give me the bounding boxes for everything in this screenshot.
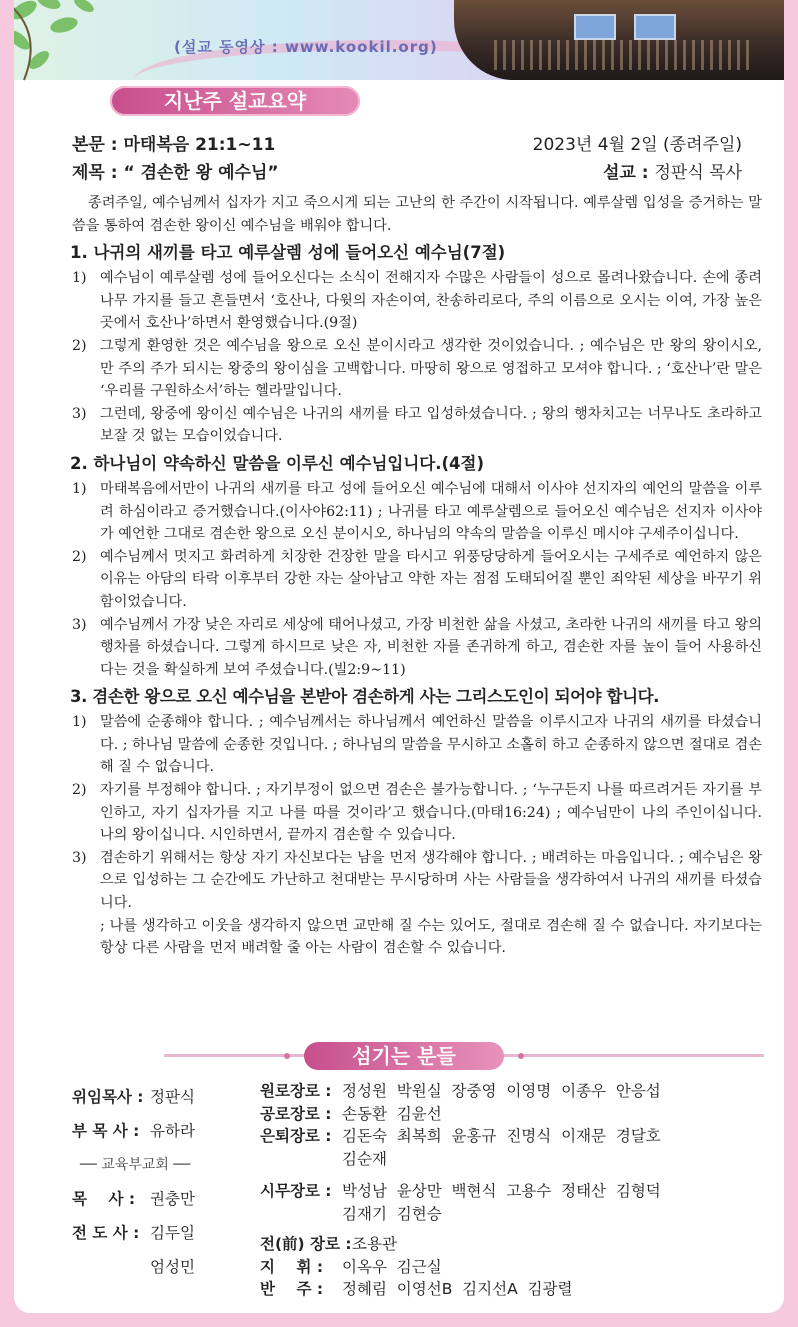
scripture-reference: 본문 : 마태복음 21:1∼11 — [72, 135, 276, 155]
elder-names: 조용관 — [352, 1235, 397, 1253]
item-number: 3) — [72, 616, 87, 633]
sermon-date: 2023년 4월 2일 (종려주일) — [532, 135, 742, 155]
item-text: 그렇게 환영한 것은 예수님을 왕으로 오신 분이시라고 생각한 것이었습니다. ; 예수님은 만 왕의 왕이시오, 만 주의 주가 되시는 왕중의 왕이심을 고백합니다. 마땅히 왕으로 영접하고 모셔야 합니다. ; ‘호산나’란 말은 ‘우리를 구원하소서’하는 헬라말입니다. — [100, 337, 762, 400]
item-text: 예수님이 예루살렘 성에 들어오신다는 소식이 전해지자 수많은 사람들이 성으로 몰려나왔습니다. 손에 종려나무 가지를 들고 흔들면서 ‘호산나, 다윗의 자손이여, 찬송하리로다, 주의 이름으로 오시는 이여, 가장 높은 곳에서 호산나’하면서 환영했습니다.(9절) — [100, 270, 762, 332]
staff-row — [72, 1216, 195, 1250]
worship-photo — [454, 0, 784, 80]
item-number: 3) — [72, 849, 87, 866]
list-item — [72, 403, 762, 448]
staff-row — [72, 1182, 195, 1216]
staff-role: 전 도 사 : — [72, 1224, 140, 1242]
elder-names: 김재기 김현승 — [342, 1204, 442, 1223]
elder-role — [260, 1203, 342, 1226]
staff-name: 유하라 — [150, 1122, 195, 1140]
section-title-badge: 지난주 설교요약 — [110, 86, 360, 116]
item-number: 2) — [72, 782, 87, 799]
preacher-label: 설교 : — [603, 163, 655, 183]
screen-right — [634, 14, 676, 40]
elder-names: 김순재 — [342, 1149, 387, 1168]
pastoral-staff-list — [72, 1080, 195, 1284]
item-text: 마태복음에서만이 나귀의 새끼를 타고 성에 들어오신 예수님에 대해서 이사야 선지자의 예언의 말씀을 이루려 하심이라고 증거했습니다.(이사야62:11) ; 나귀를 타고 예루살렘으로 들어오신 예수님은 선지자 이사야가 예언한 그대로 겸손한 왕으로 오신 분이시오, 하나님의 약속의 말씀을 이루신 메시야 구세주이십니다. — [100, 480, 762, 543]
elder-names: 정혜림 이영선B 김지선A 김광렬 — [342, 1280, 573, 1298]
staff-name: 권충만 — [150, 1190, 195, 1208]
item-number: 1) — [72, 480, 87, 497]
section-heading-2: 2. 하나님이 약속하신 말씀을 이루신 예수님입니다.(4절) — [70, 453, 485, 473]
servants-banner — [14, 1042, 784, 1070]
congregation-lights — [494, 40, 754, 70]
intro-paragraph: 종려주일, 예수님께서 십자가 지고 죽으시게 되는 고난의 한 주간이 시작됩니다. 예루살렘 입성을 증거하는 말씀을 통하여 겸손한 왕이신 예수님을 배워야 합니다. — [72, 195, 762, 234]
elder-role: 공로장로 : — [260, 1104, 332, 1123]
elder-names: 박성남 윤상만 백현식 고용수 정태산 김형덕 — [342, 1182, 661, 1200]
sermon-summary — [72, 192, 762, 960]
elders-row — [260, 1278, 752, 1301]
screen-left — [574, 14, 616, 40]
item-number: 2) — [72, 337, 87, 354]
item-number: 1) — [72, 714, 87, 731]
item-text: 말씀에 순종해야 합니다. ; 예수님께서는 하나님께서 예언하신 말씀을 이루시고자 나귀의 새끼를 타셨습니다. ; 하나님 말씀에 순종한 것입니다. ; 하나님의 말씀을 무시하고 소홀히 하고 순종하지 않으면 절대로 겸손해 질 수 없습니다. — [100, 714, 762, 776]
staff-role: 목 사 : — [72, 1190, 136, 1208]
elder-names: 김돈숙 최복희 윤홍규 진명식 이재문 경달호 — [342, 1127, 661, 1145]
bulletin-page — [14, 0, 784, 1313]
list-item — [72, 546, 762, 614]
leaves-decoration — [14, 0, 124, 90]
elders-row — [260, 1148, 752, 1171]
servants-title: 섬기는 분들 — [304, 1042, 504, 1070]
sermon-video-link[interactable]: (설교 동영상 : www.kookil.org) — [174, 38, 438, 56]
banner-dot — [284, 1053, 290, 1059]
staff-name: 엄성민 — [150, 1258, 195, 1276]
list-item — [72, 711, 762, 779]
section-heading-1: 1. 나귀의 새끼를 타고 예루살렘 성에 들어오신 예수님(7절) — [70, 243, 506, 263]
elders-row — [260, 1103, 752, 1126]
staff-role: 위임목사 : — [72, 1088, 144, 1106]
staff-row — [72, 1250, 195, 1284]
list-item — [72, 335, 762, 403]
elders-row — [260, 1256, 752, 1279]
elder-role: 전(前) 장로 : — [260, 1235, 352, 1253]
banner-dot — [518, 1053, 524, 1059]
elder-role: 시무장로 : — [260, 1182, 332, 1200]
staff-row — [72, 1080, 195, 1114]
elder-names: 정성원 박원실 장중영 이영명 이종우 안응섭 — [342, 1082, 661, 1100]
item-number: 3) — [72, 405, 87, 422]
item-text-continued: ; 나를 생각하고 이웃을 생각하지 않으면 교만해 질 수는 있어도, 절대로 겸손해 질 수 없습니다. 자기보다는 항상 다른 사람을 먼저 배려할 줄 아는 사람이 겸손할 수 있습니다. — [100, 917, 762, 957]
elders-row — [260, 1233, 752, 1256]
elders-row — [260, 1125, 752, 1148]
item-text: 예수님께서 멋지고 화려하게 치장한 건장한 말을 타시고 위풍당당하게 들어오시는 구세주로 예언하지 않은 이유는 아담의 타락 이후부터 강한 자는 살아남고 약한 자는 점점 도태되어질 뿐인 죄악된 세상을 바꾸기 위함이었습니다. — [100, 548, 762, 610]
item-number: 1) — [72, 270, 87, 287]
elder-role: 반 주 : — [260, 1280, 324, 1298]
elder-role: 원로장로 : — [260, 1082, 332, 1100]
sermon-title: 제목 : “ 겸손한 왕 예수님” — [72, 163, 279, 183]
elders-row — [260, 1180, 752, 1203]
staff-name: 김두일 — [150, 1224, 195, 1242]
elder-names: 손동환 김윤선 — [342, 1104, 442, 1123]
item-text: 그런데, 왕중에 왕이신 예수님은 나귀의 새끼를 타고 입성하셨습니다. ; 왕의 행차치고는 너무나도 초라하고 보잘 것 없는 모습이었습니다. — [100, 405, 762, 445]
elder-role — [260, 1148, 342, 1171]
education-division-label: ── 교육부교회 ── — [80, 1157, 191, 1173]
elder-role: 지 휘 : — [260, 1257, 324, 1276]
list-item — [72, 478, 762, 546]
list-item — [72, 847, 762, 960]
elders-row — [260, 1203, 752, 1226]
item-text: 겸손하기 위해서는 항상 자기 자신보다는 남을 먼저 생각해야 합니다. ; 배려하는 마음입니다. ; 예수님은 왕으로 입성하는 그 순간에도 가난하고 천대받는 무시당하며 사는 사람들을 생각하여서 나귀의 새끼를 타셨습니다. — [100, 849, 762, 912]
elder-role: 은퇴장로 : — [260, 1127, 332, 1145]
staff-name: 정판식 — [150, 1088, 195, 1106]
elder-names: 이옥우 김근실 — [342, 1257, 442, 1276]
item-text: 예수님께서 가장 낮은 자리로 세상에 태어나셨고, 가장 비천한 삶을 사셨고, 초라한 나귀의 새끼를 타고 왕의 행차를 하셨습니다. 그렇게 하시므로 낮은 자, 비천한 자를 존귀하게 하고, 겸손한 자를 높이 들어 사용하신다는 것을 확실하게 보여 주셨습니다.(빌2:9∼11) — [100, 616, 762, 678]
list-item — [72, 779, 762, 847]
preacher-line — [603, 158, 742, 183]
elders-row — [260, 1080, 752, 1103]
item-number: 2) — [72, 548, 87, 565]
section-heading-3: 3. 겸손한 왕으로 오신 예수님을 본받아 겸손하게 사는 그리스도인이 되어야 합니다. — [70, 687, 660, 707]
elders-list — [260, 1080, 752, 1301]
list-item — [72, 267, 762, 335]
item-text: 자기를 부정해야 합니다. ; 자기부정이 없으면 겸손은 불가능합니다. ; ‘누구든지 나를 따르려거든 자기를 부인하고, 자기 십자가를 지고 나를 따를 것이라’고 했습니다.(마태16:24) ; 예수님만이 나의 주인이십니다. 나의 왕이십니다. 시인하면서, 끝까지 겸손할 수 있습니다. — [100, 782, 762, 844]
staff-row — [72, 1114, 195, 1148]
list-item — [72, 614, 762, 682]
preacher-name: 정판식 목사 — [654, 163, 742, 183]
staff-role: 부 목 사 : — [72, 1122, 140, 1140]
